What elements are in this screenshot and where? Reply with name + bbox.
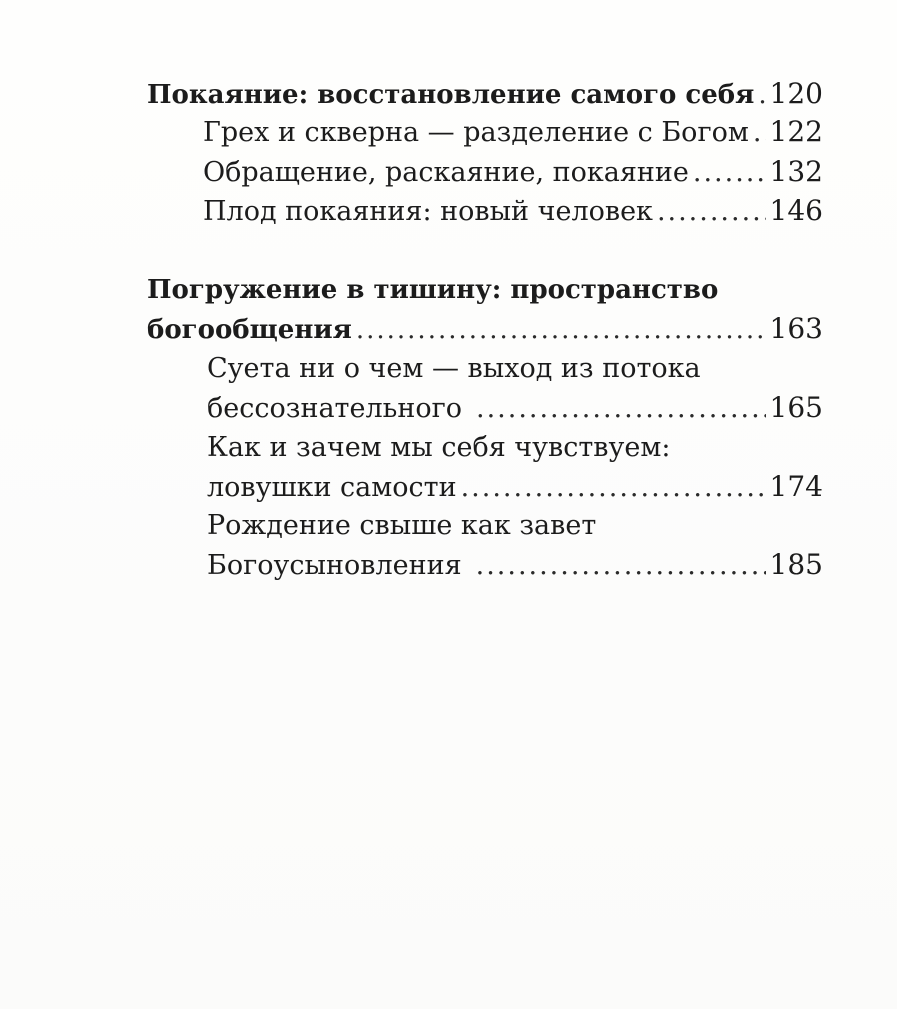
toc-item-1-1[interactable] xyxy=(203,114,823,151)
toc-item-2-2-line1[interactable] xyxy=(207,430,823,466)
toc-leader-dots xyxy=(356,312,766,348)
toc-leader-dots xyxy=(476,391,766,427)
toc-page-number: 146 xyxy=(769,194,823,227)
toc-section-2-line1[interactable] xyxy=(147,272,823,308)
toc-item-title: Грех и скверна — разделение с Богом xyxy=(203,117,749,148)
toc-page-number: 163 xyxy=(769,312,823,345)
toc-item-title-continued: бессознательного xyxy=(207,393,462,424)
toc-item-title: Как и зачем мы себя чувствуем: xyxy=(207,432,671,463)
toc-section-title-continued: богообщения xyxy=(147,315,352,345)
toc-item-2-2-line2[interactable] xyxy=(207,469,823,506)
toc-item-title: Суета ни о чем — выход из потока xyxy=(207,353,701,384)
toc-item-1-2[interactable] xyxy=(203,154,823,191)
toc-item-1-3[interactable] xyxy=(203,193,823,230)
toc-section-1[interactable] xyxy=(147,76,823,113)
toc-item-2-1-line2[interactable] xyxy=(207,390,823,427)
toc-page-number: 185 xyxy=(769,548,823,581)
toc-page-number: 174 xyxy=(769,470,823,503)
toc-item-2-3-line1[interactable] xyxy=(207,508,823,544)
toc-leader-dots xyxy=(657,194,766,230)
toc-leader-dots xyxy=(693,155,766,191)
toc-leader-dots xyxy=(476,548,766,584)
toc-leader-dots xyxy=(758,77,765,113)
toc-page-number: 120 xyxy=(769,77,823,110)
toc-section-2-line2[interactable] xyxy=(147,311,823,348)
toc-item-2-3-line2[interactable] xyxy=(207,547,823,584)
toc-item-title-continued: ловушки самости xyxy=(207,472,457,503)
toc-item-2-1-line1[interactable] xyxy=(207,351,823,387)
toc-item-title: Обращение, раскаяние, покаяние xyxy=(203,157,689,188)
toc-leader-dots xyxy=(461,470,766,506)
toc-item-title: Плод покаяния: новый человек xyxy=(203,196,653,227)
toc-section-title: Покаяние: восстановление самого себя xyxy=(147,80,755,110)
toc-item-title-continued: Богоусыновления xyxy=(207,550,462,581)
toc-leader-dots xyxy=(753,115,766,151)
toc-page-number: 122 xyxy=(769,115,823,148)
toc-page-number: 132 xyxy=(769,155,823,188)
toc-item-title: Рождение свыше как завет xyxy=(207,510,597,541)
toc-page-number: 165 xyxy=(769,391,823,424)
toc-section-title: Погружение в тишину: пространство xyxy=(147,275,719,305)
